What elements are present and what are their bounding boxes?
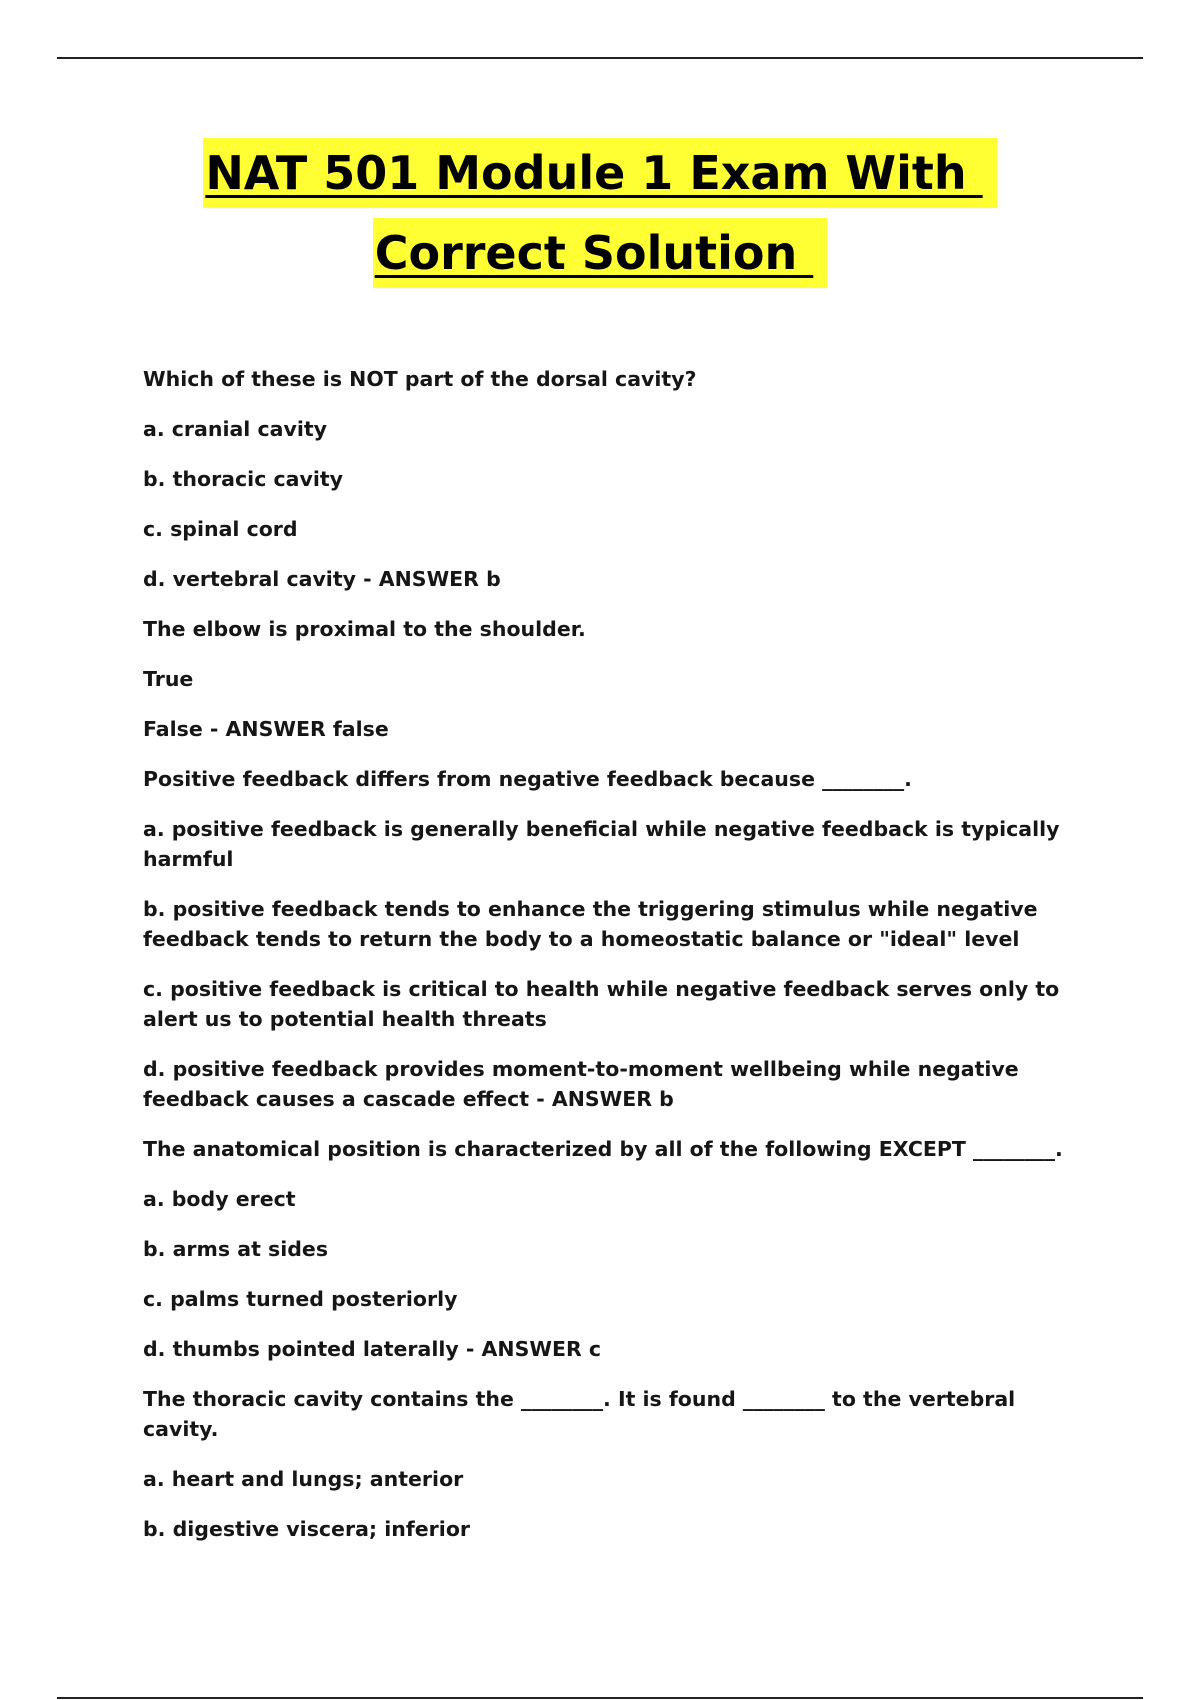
title-line-1: NAT 501 Module 1 Exam With	[203, 138, 996, 208]
q5-option-b: b. digestive viscera; inferior	[143, 1517, 471, 1541]
q4-option-d-answer: d. thumbs pointed laterally - ANSWER c	[143, 1337, 602, 1361]
exam-content	[143, 364, 1083, 1564]
question-2: The elbow is proximal to the shoulder.	[143, 617, 586, 641]
q5-option-a: a. heart and lungs; anterior	[143, 1467, 464, 1491]
q1-option-b: b. thoracic cavity	[143, 467, 344, 491]
q2-option-false-answer: False - ANSWER false	[143, 717, 389, 741]
q1-option-d-answer: d. vertebral cavity - ANSWER b	[143, 567, 501, 591]
header-rule	[57, 57, 1143, 59]
q3-option-d-answer: d. positive feedback provides moment-to-moment wellbeing while negative feedback causes a cascade effect - ANSWER b	[143, 1057, 1019, 1111]
q3-option-a: a. positive feedback is generally beneficial while negative feedback is typically harmful	[143, 817, 1060, 871]
question-1: Which of these is NOT part of the dorsal cavity?	[143, 367, 697, 391]
q4-option-b: b. arms at sides	[143, 1237, 329, 1261]
question-3: Positive feedback differs from negative feedback because ________.	[143, 767, 912, 791]
q2-option-true: True	[143, 667, 194, 691]
question-5: The thoracic cavity contains the ________. It is found ________ to the vertebral cavity.	[143, 1387, 1016, 1441]
q4-option-c: c. palms turned posteriorly	[143, 1287, 458, 1311]
question-4: The anatomical position is characterized by all of the following EXCEPT ________.	[143, 1137, 1063, 1161]
footer-rule	[57, 1697, 1143, 1699]
q1-option-a: a. cranial cavity	[143, 417, 328, 441]
title-line-2: Correct Solution	[373, 218, 828, 288]
document-title	[0, 138, 1200, 288]
q4-option-a: a. body erect	[143, 1187, 296, 1211]
q3-option-c: c. positive feedback is critical to health while negative feedback serves only to alert us to potential health threats	[143, 977, 1060, 1031]
q3-option-b: b. positive feedback tends to enhance the triggering stimulus while negative feedback tends to return the body to a homeostatic balance or "ideal" level	[143, 897, 1038, 951]
q1-option-c: c. spinal cord	[143, 517, 298, 541]
